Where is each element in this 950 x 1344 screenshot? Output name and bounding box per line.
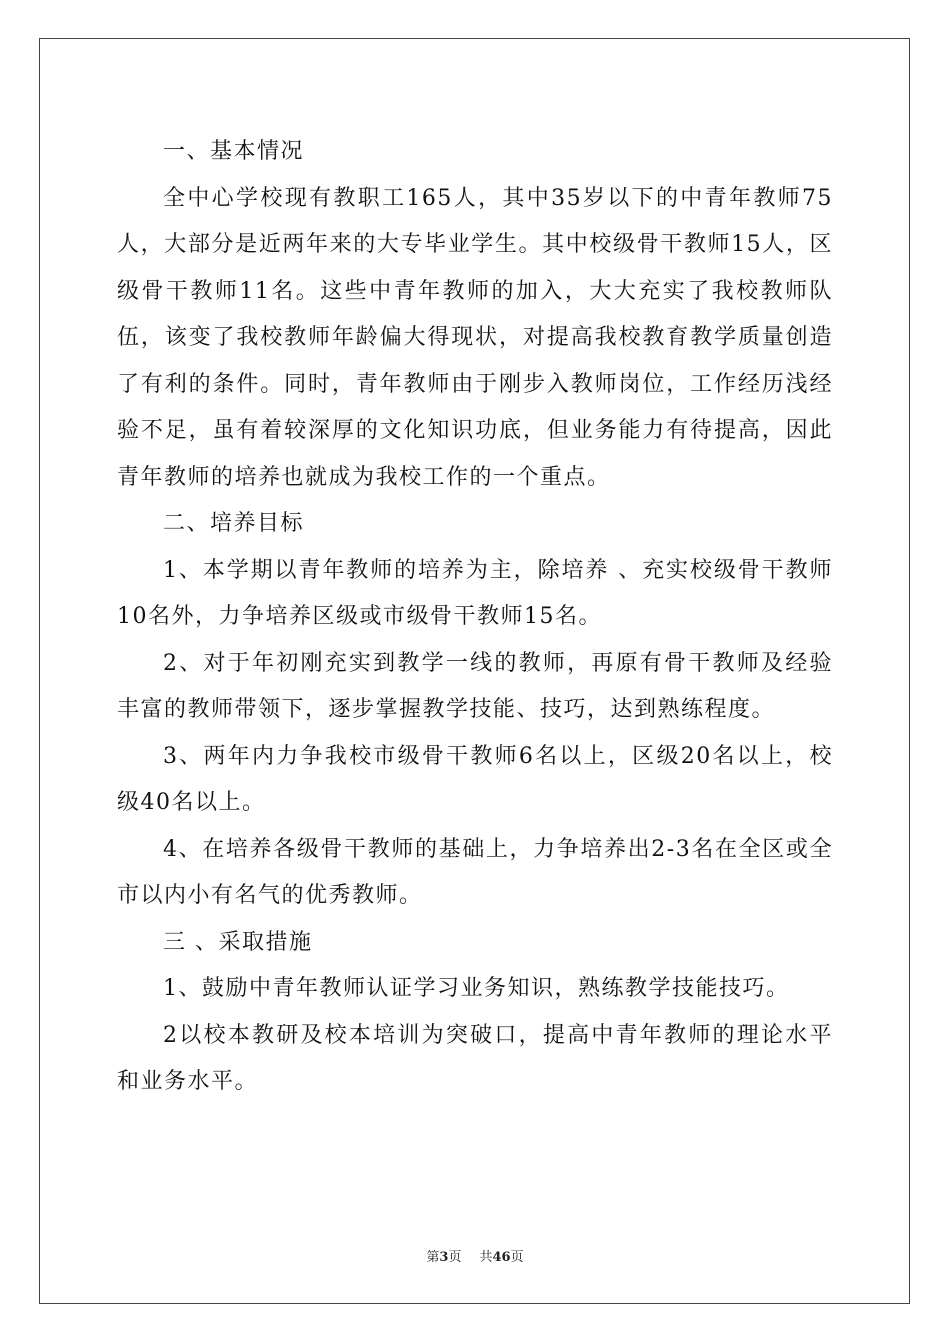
footer-total-prefix: 共 xyxy=(479,1250,493,1265)
section-heading-training-goals: 二、培养目标 xyxy=(163,511,305,536)
page-footer xyxy=(0,1246,950,1265)
paragraph-goal-2: 2、对于年初刚充实到教学一线的教师，再原有骨干教师及经验丰富的教师带领下，逐步掌握教学技能、技巧，达到熟练程度。 xyxy=(117,650,833,722)
footer-page-prefix: 第 xyxy=(426,1250,440,1265)
paragraph-basic-situation: 全中心学校现有教职工165人，其中35岁以下的中青年教师75人，大部分是近两年来的大专毕业学生。其中校级骨干教师15人，区级骨干教师11名。这些中青年教师的加入，大大充实了我校教师队伍，该变了我校教师年龄偏大得现状，对提高我校教育教学质量创造了有利的条件。同时，青年教师由于刚步入教师岗位，工作经历浅经验不足，虽有着较深厚的文化知识功底，但业务能力有待提高，因此青年教师的培养也就成为我校工作的一个重点。 xyxy=(117,185,833,490)
footer-total-pages: 46 xyxy=(492,1250,511,1265)
paragraph-goal-4: 4、在培养各级骨干教师的基础上，力争培养出2-3名在全区或全市以内小有名气的优秀教师。 xyxy=(117,836,833,908)
document-body xyxy=(117,129,833,1106)
footer-total-suffix: 页 xyxy=(510,1250,524,1265)
footer-page-number: 3 xyxy=(439,1250,449,1265)
paragraph-goal-3: 3、两年内力争我校市级骨干教师6名以上，区级20名以上，校级40名以上。 xyxy=(117,743,833,815)
paragraph-measure-1: 1、鼓励中青年教师认证学习业务知识，熟练教学技能技巧。 xyxy=(163,976,790,1001)
paragraph-measure-2: 2以校本教研及校本培训为突破口，提高中青年教师的理论水平和业务水平。 xyxy=(117,1022,833,1094)
footer-page-suffix: 页 xyxy=(448,1250,462,1265)
paragraph-goal-1: 1、本学期以青年教师的培养为主，除培养 、充实校级骨干教师10名外，力争培养区级或市级骨干教师15名。 xyxy=(117,557,833,629)
section-heading-basic-situation: 一、基本情况 xyxy=(163,139,305,164)
section-heading-measures: 三 、采取措施 xyxy=(163,929,313,955)
